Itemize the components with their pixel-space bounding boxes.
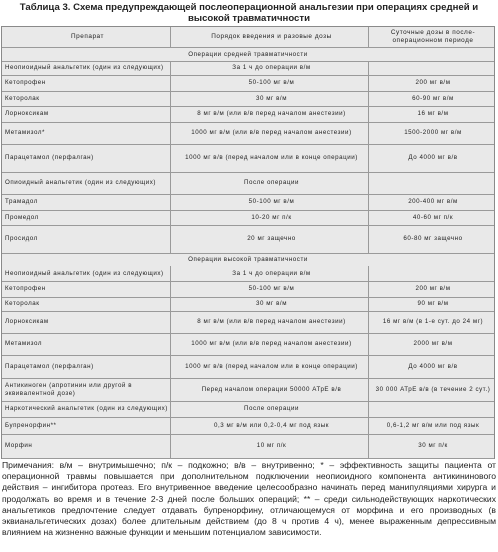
dosing-cell: 50-100 мг в/м: [248, 198, 295, 205]
daily-dose-cell: [372, 266, 494, 281]
daily-dose-cell: 90 мг в/м: [417, 300, 449, 307]
column-divider: [170, 311, 171, 333]
column-divider: [170, 401, 171, 417]
dosing-cell: 30 мг в/м: [255, 300, 288, 307]
drug-cell: Парацетамол (перфалган): [5, 362, 94, 370]
daily-dose-cell: 16 мг в/м (в 1-е сут. до 24 мг): [382, 318, 484, 325]
section-medium-trauma: Операции средней травматичности: [188, 50, 308, 58]
section-high-trauma: Операции высокой травматичности: [188, 255, 308, 263]
dosing-cell: 30 мг в/м: [255, 94, 288, 102]
drug-cell: Метамизол: [5, 340, 43, 347]
dosing-cell: За 1 ч до операции в/м: [232, 64, 311, 71]
column-divider: [170, 194, 171, 210]
column-divider: [170, 355, 171, 378]
drug-cell: Неопиоидный анальгетик (один из следующих): [5, 269, 164, 277]
daily-dose-cell: [372, 401, 494, 417]
drug-cell: Кеторолак: [5, 300, 40, 307]
daily-dose-cell: 200-400 мг в/м: [408, 198, 458, 205]
column-divider: [170, 91, 171, 106]
dosing-cell: После операции: [243, 405, 300, 412]
dosing-cell: 1000 мг в/м (или в/в перед началом анестезии): [191, 340, 352, 347]
drug-cell: Просидол: [5, 235, 38, 242]
dosing-cell: 8 мг в/м (или в/в перед началом анестезии): [197, 318, 346, 325]
drug-cell: Неопиоидный анальгетик (один из следующих): [5, 64, 164, 71]
drug-cell: Промедол: [5, 213, 39, 221]
column-divider: [170, 333, 171, 355]
daily-dose-cell: 200 мг в/м: [415, 285, 451, 292]
daily-dose-cell: 60-90 мг в/м: [412, 94, 454, 102]
column-divider: [170, 122, 171, 144]
drug-cell: Кетопрофен: [5, 285, 46, 292]
dosing-cell: За 1 ч до операции в/м: [232, 269, 311, 277]
daily-dose-cell: До 4000 мг в/в: [408, 362, 458, 370]
notes-line-1: Примечания: в/м – внутримышечно; п/к – подкожно; в/в – внутривенно; * – эффективность защиты пациента от операционной травмы повышается при дополнительном подключении неопиоидного компонента антикининового действия – ингибитора протеаз. Его внутривенное введение целесообразно начинать перед манипуляциями хирурга и продолжать во время и в течение 2-3 дней после больших операций;: [2, 460, 496, 504]
drug-cell: Наркотический анальгетик (один из следующих): [5, 405, 168, 412]
column-divider: [170, 106, 171, 122]
drug-cell: Антикиноген (апротинин или другой в эквивалентной дозе): [5, 381, 133, 397]
column-divider: [170, 75, 171, 91]
dosing-cell: Перед началом операции 50000 АТрЕ в/в: [201, 385, 342, 393]
daily-dose-cell: 40-60 мг п/к: [412, 213, 454, 221]
analgesia-table: [1, 26, 495, 459]
daily-dose-cell: [372, 172, 494, 194]
dosing-cell: 10 мг п/к: [256, 442, 287, 449]
column-divider: [170, 417, 171, 434]
daily-dose-cell: 200 мг в/м: [415, 79, 451, 86]
drug-cell: Морфин: [5, 442, 33, 449]
drug-cell: Опиоидный анальгетик (один из следующих): [5, 179, 157, 186]
daily-dose-cell: 2000 мг в/м: [413, 340, 453, 347]
dosing-cell: 1000 мг в/в (перед началом или в конце операции): [185, 362, 358, 370]
dosing-cell: После операции: [243, 179, 300, 186]
dosing-cell: 1000 мг в/в (перед началом или в конце операции): [185, 154, 358, 161]
header-col-daily: Суточные дозы в после-операционном периоде: [390, 29, 476, 44]
dosing-cell: 50-100 мг в/м: [248, 285, 295, 292]
table-title: Таблица 3. Схема предупреждающей послеоперационной анальгезии при операциях средней и высокой травматичности: [19, 2, 479, 24]
drug-cell: Кетопрофен: [5, 79, 46, 86]
column-divider: [170, 144, 171, 172]
dosing-cell: 8 мг в/м (или в/в перед началом анестезии): [197, 110, 346, 117]
header-col-drug: Препарат: [70, 33, 104, 40]
column-divider: [170, 378, 171, 401]
header-col-dosing: Порядок введения и разовые дозы: [211, 33, 332, 40]
daily-dose-cell: 0,6-1,2 мг в/м или под язык: [386, 421, 480, 429]
column-divider: [170, 297, 171, 311]
drug-cell: Лорноксикам: [5, 110, 49, 117]
dosing-cell: 50-100 мг в/м: [248, 79, 295, 86]
daily-dose-cell: До 4000 мг в/в: [408, 154, 458, 161]
column-divider: [170, 61, 171, 75]
daily-dose-cell: 60-80 мг защечно: [403, 235, 463, 242]
table-notes: [2, 460, 496, 538]
dosing-cell: 20 мг защечно: [247, 235, 296, 242]
drug-cell: Кеторолак: [5, 94, 40, 102]
daily-dose-cell: 30 000 АТрЕ в/в (в течение 2 сут.): [375, 385, 491, 393]
drug-cell: Метамизол*: [5, 129, 45, 136]
daily-dose-cell: 30 мг п/к: [418, 442, 448, 449]
daily-dose-cell: [372, 61, 494, 75]
dosing-cell: 1000 мг в/м (или в/в перед началом анестезии): [191, 129, 352, 136]
row-divider: [2, 253, 494, 254]
drug-cell: Трамадол: [5, 198, 38, 205]
drug-cell: Бупренорфин**: [5, 421, 57, 429]
column-divider: [170, 281, 171, 297]
column-divider: [170, 172, 171, 194]
column-divider: [170, 210, 171, 225]
notes-line-2: ** – среди сильнодействующих наркотических анальгетиков предпочтение следует отдавать бупренорфину, отличающемуся от морфина и его производных (в эквианальгетических дозах) более длительным действием (до 8 ч против 4 ч), менее выраженным депрессивным влиянием на жизненно важные функции и меньшим потенциалом зависимости.: [2, 493, 496, 538]
dosing-cell: 0,3 мг в/м или 0,2-0,4 мг под язык: [213, 421, 329, 429]
drug-cell: Парацетамол (перфалган): [5, 154, 94, 161]
drug-cell: Лорноксикам: [5, 318, 49, 325]
column-divider: [170, 27, 171, 47]
column-divider: [170, 266, 171, 281]
daily-dose-cell: 1500-2000 мг в/м: [404, 129, 462, 136]
column-divider: [170, 225, 171, 253]
row-divider: [2, 458, 494, 459]
dosing-cell: 10-20 мг п/к: [251, 213, 292, 221]
daily-dose-cell: 16 мг в/м: [417, 110, 449, 117]
column-divider: [170, 434, 171, 458]
